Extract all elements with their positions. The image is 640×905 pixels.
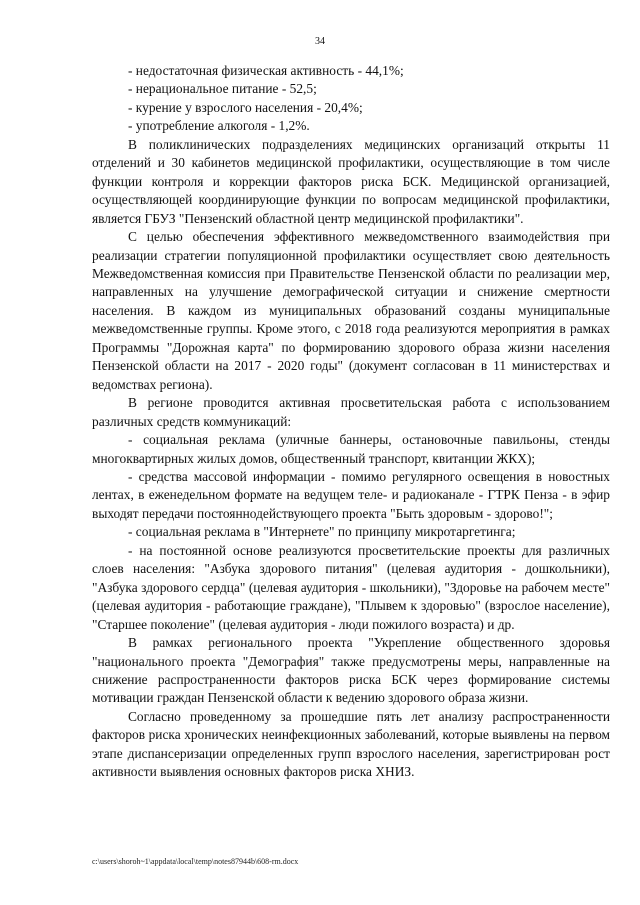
list-item: - средства массовой информации - помимо регулярного освещения в новостных лентах, в еженедельном формате на ведущем теле- и радиоканале - ГТРК Пенза - в эфир выходят передачи постояннодействующего проекта "Быть здоровым - здорово!";: [92, 468, 610, 521]
paragraph: С целью обеспечения эффективного межведомственного взаимодействия при реализации стратегии популяционной профилактики осуществляет свою деятельность Межведомственная комиссия при Правительстве Пензенской области по реализации мер, направленных на улучшение демографической ситуации и снижение смертности населения. В каждом из муниципальных образований созданы муниципальные межведомственные группы. Кроме этого, с 2018 года реализуются мероприятия в рамках Программы "Дорожная карта" по формированию здорового образа жизни населения Пензенской области на 2017 - 2020 годы" (документ согласован в 11 министерствах и ведомствах региона).: [92, 229, 610, 392]
list-item: - на постоянной основе реализуются просветительские проекты для различных слоев населения: "Азбука здорового питания" (целевая аудитория - дошкольники), "Азбука здорового сердца" (целевая аудитория - школьники), "Здоровье на рабочем месте" (целевая аудитория - работающие граждане), "Плывем к здоровью" (взрослое население), "Старшее поколение" (целевая аудитория - люди пожилого возраста) и др.: [92, 542, 610, 632]
list-item: - социальная реклама в "Интернете" по принципу микротаргетинга;: [128, 524, 516, 540]
paragraph: В регионе проводится активная просветительская работа с использованием различных средств коммуникаций:: [92, 395, 610, 429]
paragraph: Согласно проведенному за прошедшие пять лет анализу распространенности факторов риска хронических неинфекционных заболеваний, которые выявлены на первом этапе диспансеризации определенных групп взрослого населения, зарегистрирован рост активности выявления основных факторов риска ХНИЗ.: [92, 708, 610, 780]
paragraph: В поликлинических подразделениях медицинских организаций открыты 11 отделений и 30 кабинетов медицинской профилактики, осуществляющие в том числе функции контроля и коррекции факторов риска БСК. Медицинской организацией, осуществляющей координирующие функции по вопросам медицинской профилактики, является ГБУЗ "Пензенский областной центр медицинской профилактики".: [92, 136, 610, 226]
footer-file-path: c:\users\shoroh~1\appdata\local\temp\notes87944b\608-rm.docx: [92, 857, 299, 866]
list-item: - нерациональное питание - 52,5;: [128, 81, 317, 97]
list-item: - недостаточная физическая активность - 44,1%;: [128, 63, 404, 78]
list-item: - социальная реклама (уличные баннеры, остановочные павильоны, стенды многоквартирных жилых домов, общественный транспорт, квитанции ЖКХ);: [92, 432, 610, 466]
list-item: - курение у взрослого населения - 20,4%;: [128, 99, 363, 115]
page-number: 34: [315, 36, 325, 47]
paragraph: В рамках регионального проекта "Укрепление общественного здоровья "национального проекта "Демография" также предусмотрены меры, направленные на снижение распространенности факторов риска БСК через формирование системы мотивации граждан Пензенской области к ведению здорового образа жизни.: [92, 635, 610, 706]
document-body: [92, 62, 610, 782]
list-item: - употребление алкоголя - 1,2%.: [128, 118, 310, 134]
